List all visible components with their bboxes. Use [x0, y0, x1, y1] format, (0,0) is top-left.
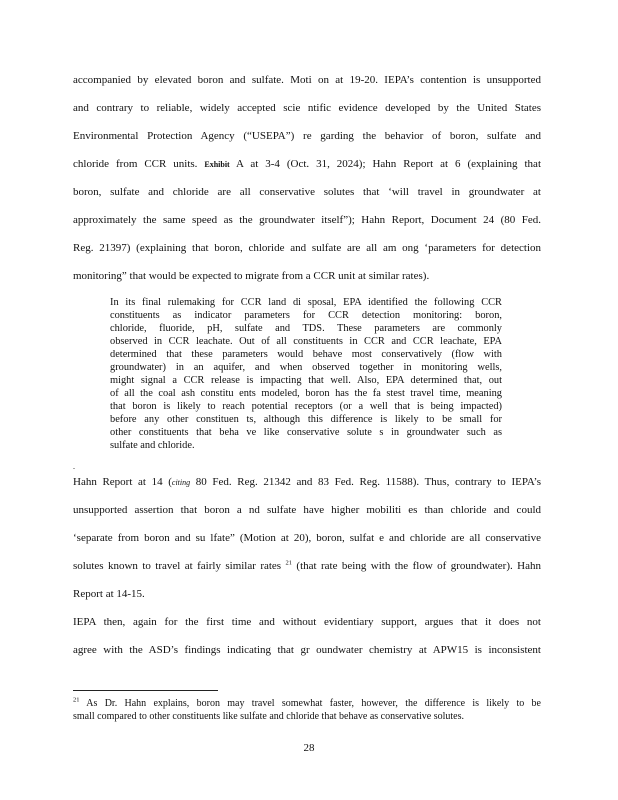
quote-line: chloride, fluoride, pH, sulfate and TDS. These parameters are commonly: [110, 323, 502, 334]
body-line: Reg. 21397) (explaining that boron, chloride and sulfate are all am ong ‘parameters for detection: [73, 242, 541, 254]
body-text: A at 3-4 (Oct. 31, 2024); Hahn Report at 6 (explaining that: [229, 158, 541, 170]
body-text: Hahn Report at 14 (: [73, 476, 172, 488]
quote-line: observed in CCR leachate. Out of all constituents in CCR and CCR leachate, EPA: [110, 336, 502, 347]
quote-line: of all the coal ash constitu ents modeled, boron has the fa stest travel time, meaning: [110, 388, 502, 399]
body-line: monitoring” that would be expected to migrate from a CCR unit at similar rates).: [73, 270, 430, 282]
citing-signal: citing: [171, 478, 191, 487]
footnote-line: [73, 698, 541, 710]
page-number: 28: [303, 742, 315, 754]
body-line: agree with the ASD’s findings indicating that gr oundwater chemistry at APW15 is inconsistent: [73, 644, 541, 656]
body-line: approximately the same speed as the groundwater itself”); Hahn Report, Document 24 (80 Fed.: [73, 214, 541, 226]
body-line: ‘separate from boron and su lfate” (Motion at 20), boron, sulfat e and chloride are all conservative: [73, 532, 541, 544]
footnote-divider: [73, 690, 218, 691]
exhibit-label: Exhibit: [204, 160, 230, 169]
stray-period: .: [73, 462, 75, 471]
quote-line: before any other constituen ts, although this difference is likely to be small for: [110, 414, 502, 425]
body-text: 80 Fed. Reg. 21342 and 83 Fed. Reg. 11588). Thus, contrary to IEPA’s: [190, 476, 541, 488]
body-line: IEPA then, again for the first time and without evidentiary support, argues that it does not: [73, 616, 541, 628]
body-line: [73, 476, 541, 489]
quote-line: constituents as indicator parameters for CCR detection monitoring: boron,: [110, 310, 502, 321]
footnote-reference[interactable]: 21: [285, 559, 293, 567]
footnote-line: small compared to other constituents like sulfate and chloride that behave as conservative solutes.: [73, 711, 464, 722]
quote-line: other constituents that beha ve like conservative solute s in groundwater such as: [110, 427, 502, 438]
body-line: Report at 14-15.: [73, 588, 145, 600]
body-line: boron, sulfate and chloride are all conservative solutes that ‘will travel in groundwater at: [73, 186, 541, 198]
quote-line: sulfate and chloride.: [110, 440, 195, 451]
body-text: chloride from CCR units.: [73, 158, 205, 170]
quote-line: might signal a CCR release is impacting that well. Also, EPA determined that, out: [110, 375, 502, 386]
body-line: and contrary to reliable, widely accepted scie ntific evidence developed by the United States: [73, 102, 541, 114]
body-text: (that rate being with the flow of groundwater). Hahn: [292, 560, 542, 572]
body-line: unsupported assertion that boron a nd sulfate have higher mobiliti es than chloride and could: [73, 504, 541, 516]
quote-line: that boron is likely to reach potential receptors (or a well that is being impacted): [110, 401, 502, 412]
body-line: [73, 158, 541, 171]
body-line: accompanied by elevated boron and sulfate. Moti on at 19-20. IEPA’s contention is unsupported: [73, 74, 541, 86]
body-text: solutes known to travel at fairly similar rates: [73, 560, 286, 572]
body-line: [73, 560, 541, 573]
quote-line: In its final rulemaking for CCR land di sposal, EPA identified the following CCR: [110, 297, 502, 308]
quote-line: determined that these parameters would behave most conservatively (flow with: [110, 349, 502, 360]
quote-line: groundwater) in an aquifer, and when observed together in monitoring wells,: [110, 362, 502, 373]
footnote-text: As Dr. Hahn explains, boron may travel somewhat faster, however, the difference is likely to be: [79, 698, 541, 709]
footnote-number: 21: [73, 696, 80, 704]
body-line: Environmental Protection Agency (“USEPA”) re garding the behavior of boron, sulfate and: [73, 130, 541, 142]
